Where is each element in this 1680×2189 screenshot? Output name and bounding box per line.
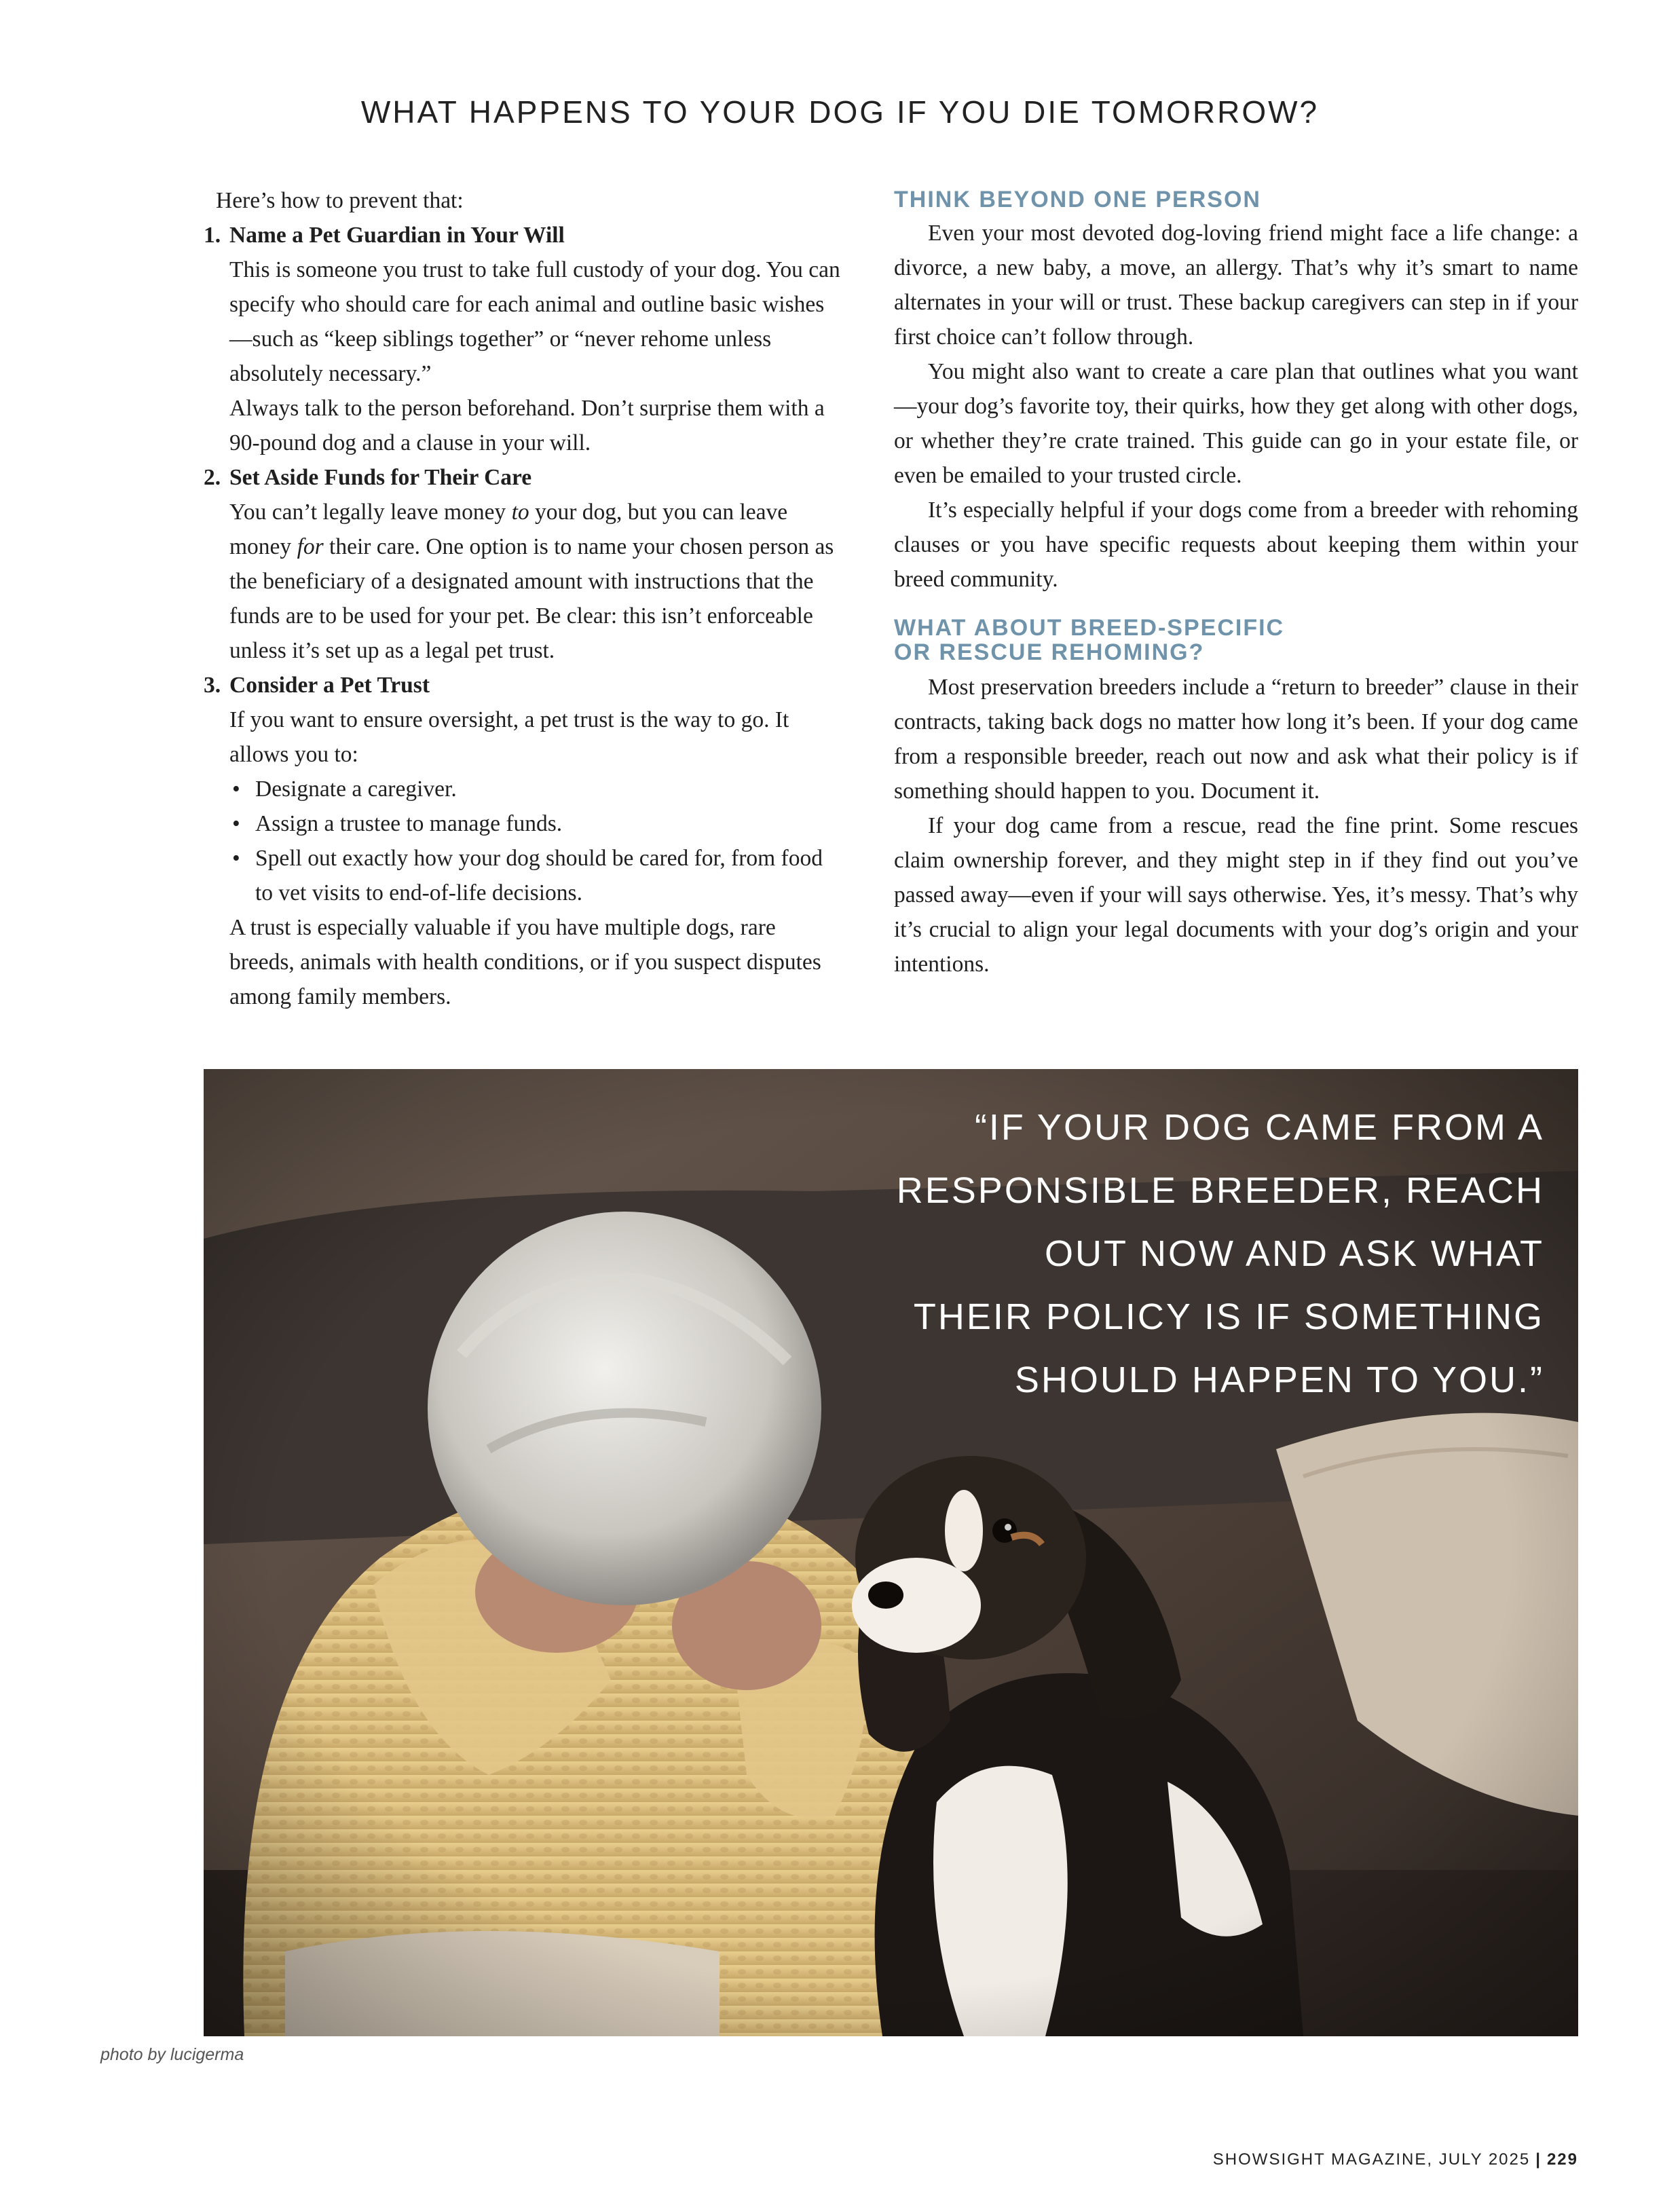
bullet-item: • Assign a trustee to manage funds. <box>229 806 845 841</box>
item-paragraph: If you want to ensure oversight, a pet trust is the way to go. It allows you to: <box>229 707 789 767</box>
page-number: 229 <box>1546 2150 1578 2169</box>
photo-credit: photo by lucigerma <box>100 2045 244 2064</box>
body-paragraph: If your dog came from a rescue, read the fine print. Some rescues claim ownership forever, and they might step in if they find out you’ve passed away—even if your will says otherwise. Yes, it’s messy. That’s why it’s crucial to align your legal documents with your dog’s origin and your intentions. <box>894 813 1578 977</box>
item-paragraph: This is someone you trust to take full custody of your dog. You can specify who should care for each animal and outline basic wishes—such as “keep siblings together” or “never rehome unless absolutely necessary.” <box>229 257 840 386</box>
page-footer <box>1213 2150 1578 2169</box>
heading-line: WHAT ABOUT BREED-SPECIFIC <box>894 615 1285 641</box>
item-title-text: Consider a Pet Trust <box>229 673 430 698</box>
footer-separator: | <box>1535 2150 1542 2169</box>
list-item-set-aside-funds <box>204 460 845 668</box>
bullet-item: • Designate a caregiver. <box>229 772 845 806</box>
body-paragraph: Even your most devoted dog-loving friend might face a life change: a divorce, a new baby, a move, an allergy. That’s why it’s smart to name alternates in your will or trust. These backup caregivers can step in if your first choice can’t follow through. <box>894 221 1578 350</box>
page-header-title: WHAT HAPPENS TO YOUR DOG IF YOU DIE TOMORROW? <box>360 94 1320 130</box>
item-title-text: Set Aside Funds for Their Care <box>229 465 532 490</box>
list-item-pet-trust <box>204 668 845 1014</box>
magazine-name: SHOWSIGHT MAGAZINE, JULY 2025 <box>1212 2150 1531 2169</box>
item-title-text: Name a Pet Guardian in Your Will <box>229 223 565 248</box>
item-number: 3. <box>204 673 221 698</box>
bullet-list <box>204 772 845 910</box>
body-paragraph: You might also want to create a care plan that outlines what you want—your dog’s favorite toy, their quirks, how they get along with other dogs, or whether they’re crate trained. This guide can go in your estate file, or even be emailed to your trusted circle. <box>894 359 1578 488</box>
text-run: their care. One option is to name your chosen person as the beneficiary of a designated amount with instructions that the funds are to be used for your pet. Be clear: this isn’t enforceable unless it’s set up as a legal pet trust. <box>229 534 834 663</box>
heading-line: OR RESCUE REHOMING? <box>894 639 1205 665</box>
body-paragraph: It’s especially helpful if your dogs come from a breeder with rehoming clauses or you have specific requests about keeping them within your breed community. <box>894 498 1578 592</box>
intro-text: Here’s how to prevent that: <box>216 188 464 213</box>
section-heading: THINK BEYOND ONE PERSON <box>894 187 1261 212</box>
text-run: your dog, but you can leave money <box>229 500 788 559</box>
photo-woman-with-dog <box>204 1069 1578 2036</box>
text-run: You can’t legally leave money <box>229 500 512 525</box>
list-item-pet-guardian <box>204 218 845 460</box>
item-title <box>204 218 845 252</box>
emphasis-for: for <box>297 534 324 559</box>
bullet-item: • Spell out exactly how your dog should be cared for, from food to vet visits to end-of-life decisions. <box>229 841 845 910</box>
quote-line: RESPONSIBLE BREEDER, REACH <box>896 1170 1544 1211</box>
item-number: 1. <box>204 223 221 248</box>
section-heading <box>894 616 1578 665</box>
body-paragraph: Most preservation breeders include a “return to breeder” clause in their contracts, taking back dogs no matter how long it’s been. If your dog came from a responsible breeder, reach out now and ask what their policy is if something should happen to you. Document it. <box>894 675 1578 804</box>
item-title <box>204 668 845 703</box>
quote-line: “IF YOUR DOG CAME FROM A <box>974 1107 1544 1148</box>
quote-line: SHOULD HAPPEN TO YOU.” <box>1014 1360 1544 1400</box>
item-paragraph: A trust is especially valuable if you have multiple dogs, rare breeds, animals with health conditions, or if you suspect disputes among family members. <box>229 915 821 1009</box>
quote-line: THEIR POLICY IS IF SOMETHING <box>913 1296 1544 1337</box>
quote-line: OUT NOW AND ASK WHAT <box>1044 1233 1544 1274</box>
left-column <box>204 183 845 1014</box>
item-paragraph <box>204 495 845 668</box>
item-number: 2. <box>204 465 221 490</box>
item-title <box>204 460 845 495</box>
pull-quote <box>811 1096 1544 1412</box>
item-paragraph: Always talk to the person beforehand. Don’t surprise them with a 90-pound dog and a clause in your will. <box>229 396 825 455</box>
right-column <box>894 183 1578 981</box>
emphasis-to: to <box>511 500 529 525</box>
